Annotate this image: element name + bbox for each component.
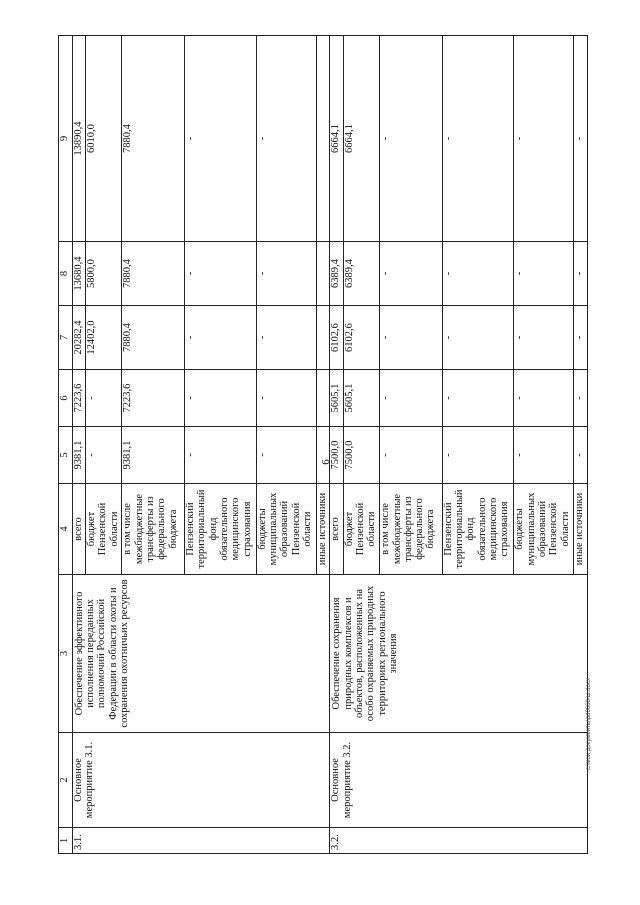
value-cell: - (574, 370, 588, 427)
value-cell: 7223,6 (122, 370, 184, 427)
table-row (330, 36, 344, 854)
value-cell (316, 370, 330, 427)
value-cell: - (256, 242, 316, 306)
value-cell: - (380, 36, 442, 242)
value-cell: 9381,1 (72, 427, 86, 484)
value-cell: - (184, 306, 256, 370)
source-cell: иные источники (574, 484, 588, 575)
document-path-footer: c:\мои документы\pd0668-ш.docx (586, 678, 592, 770)
source-cell: всего (330, 484, 344, 575)
value-cell (316, 427, 330, 484)
value-cell: - (514, 242, 574, 306)
value-cell (316, 242, 330, 306)
value-cell: - (574, 427, 588, 484)
value-cell: 6102,6 (330, 306, 344, 370)
value-cell: - (574, 306, 588, 370)
value-cell: - (184, 36, 256, 242)
value-cell: - (380, 306, 442, 370)
value-cell: 7500,0 (343, 427, 379, 484)
value-cell: 7880,4 (122, 306, 184, 370)
value-cell: 20282,4 (72, 306, 86, 370)
value-cell: 9381,1 (122, 427, 184, 484)
value-cell: - (184, 370, 256, 427)
value-cell: - (184, 427, 256, 484)
value-cell: - (574, 36, 588, 242)
header-cell: 1 (59, 828, 73, 854)
value-cell: 6664,1 (343, 36, 379, 242)
source-cell: в том числе межбюджетные трансферты из федерального бюджета (122, 484, 184, 575)
source-cell: бюджеты муниципальных образований Пензенской области (256, 484, 316, 575)
value-cell: 5605,1 (330, 370, 344, 427)
value-cell: - (184, 242, 256, 306)
value-cell: 6664,1 (330, 36, 344, 242)
page-number: 6 (320, 459, 332, 465)
value-cell: 6389,4 (343, 242, 379, 306)
header-row (59, 36, 73, 854)
header-cell: 7 (59, 306, 73, 370)
source-cell: бюджет Пензенской области (86, 484, 122, 575)
value-cell: - (86, 370, 122, 427)
value-cell: 12402,0 (86, 306, 122, 370)
table-row (72, 36, 86, 854)
value-cell: - (256, 427, 316, 484)
value-cell: - (256, 36, 316, 242)
value-cell (316, 306, 330, 370)
header-cell: 8 (59, 242, 73, 306)
source-cell: иные источники (316, 484, 330, 575)
funding-table (58, 35, 588, 854)
value-cell: - (442, 370, 514, 427)
value-cell: 5800,0 (86, 242, 122, 306)
value-cell: - (442, 36, 514, 242)
activity-code: 3.2. (330, 828, 588, 854)
value-cell: 6010,0 (86, 36, 122, 242)
value-cell: - (380, 427, 442, 484)
value-cell: - (574, 242, 588, 306)
value-cell: - (86, 427, 122, 484)
rotated-table-container (58, 36, 588, 854)
value-cell: 13890,4 (72, 36, 86, 242)
source-cell: Пензенский территориальный фонд обязательного медицинского страхования (184, 484, 256, 575)
value-cell: - (514, 306, 574, 370)
value-cell: 7880,4 (122, 36, 184, 242)
value-cell: 6389,4 (330, 242, 344, 306)
value-cell: 7500,0 (330, 427, 344, 484)
value-cell: - (514, 427, 574, 484)
value-cell: - (380, 242, 442, 306)
source-cell: Пензенский территориальный фонд обязательного медицинского страхования (442, 484, 514, 575)
value-cell: - (256, 370, 316, 427)
activity-name: Основное мероприятие 3.1. (72, 733, 330, 828)
value-cell: - (442, 306, 514, 370)
activity-description: Обеспечение эффективного исполнения переданных полномочий Российской Федерации в области охоты и сохранения охотничьих ресурсов (72, 575, 330, 733)
value-cell: - (514, 370, 574, 427)
value-cell: 13680,4 (72, 242, 86, 306)
source-cell: бюджеты муниципальных образований Пензенской области (514, 484, 574, 575)
value-cell: - (442, 242, 514, 306)
source-cell: всего (72, 484, 86, 575)
value-cell: - (514, 36, 574, 242)
value-cell: 5605,1 (343, 370, 379, 427)
header-cell: 5 (59, 427, 73, 484)
header-cell: 9 (59, 36, 73, 242)
value-cell: 7880,4 (122, 242, 184, 306)
source-cell: в том числе межбюджетные трансферты из федерального бюджета (380, 484, 442, 575)
header-cell: 2 (59, 733, 73, 828)
value-cell: 7223,6 (72, 370, 86, 427)
value-cell: - (442, 427, 514, 484)
activity-name: Основное мероприятие 3.2. (330, 733, 588, 828)
activity-code: 3.1. (72, 828, 330, 854)
header-cell: 6 (59, 370, 73, 427)
value-cell: - (380, 370, 442, 427)
header-cell: 3 (59, 575, 73, 733)
header-cell: 4 (59, 484, 73, 575)
value-cell: 6102,6 (343, 306, 379, 370)
value-cell (316, 36, 330, 242)
activity-description: Обеспечение сохранения природных комплексов и объектов, расположенных на особо охраняемых природных территориях регионального значения (330, 575, 588, 733)
source-cell: бюджет Пензенской области (343, 484, 379, 575)
value-cell: - (256, 306, 316, 370)
